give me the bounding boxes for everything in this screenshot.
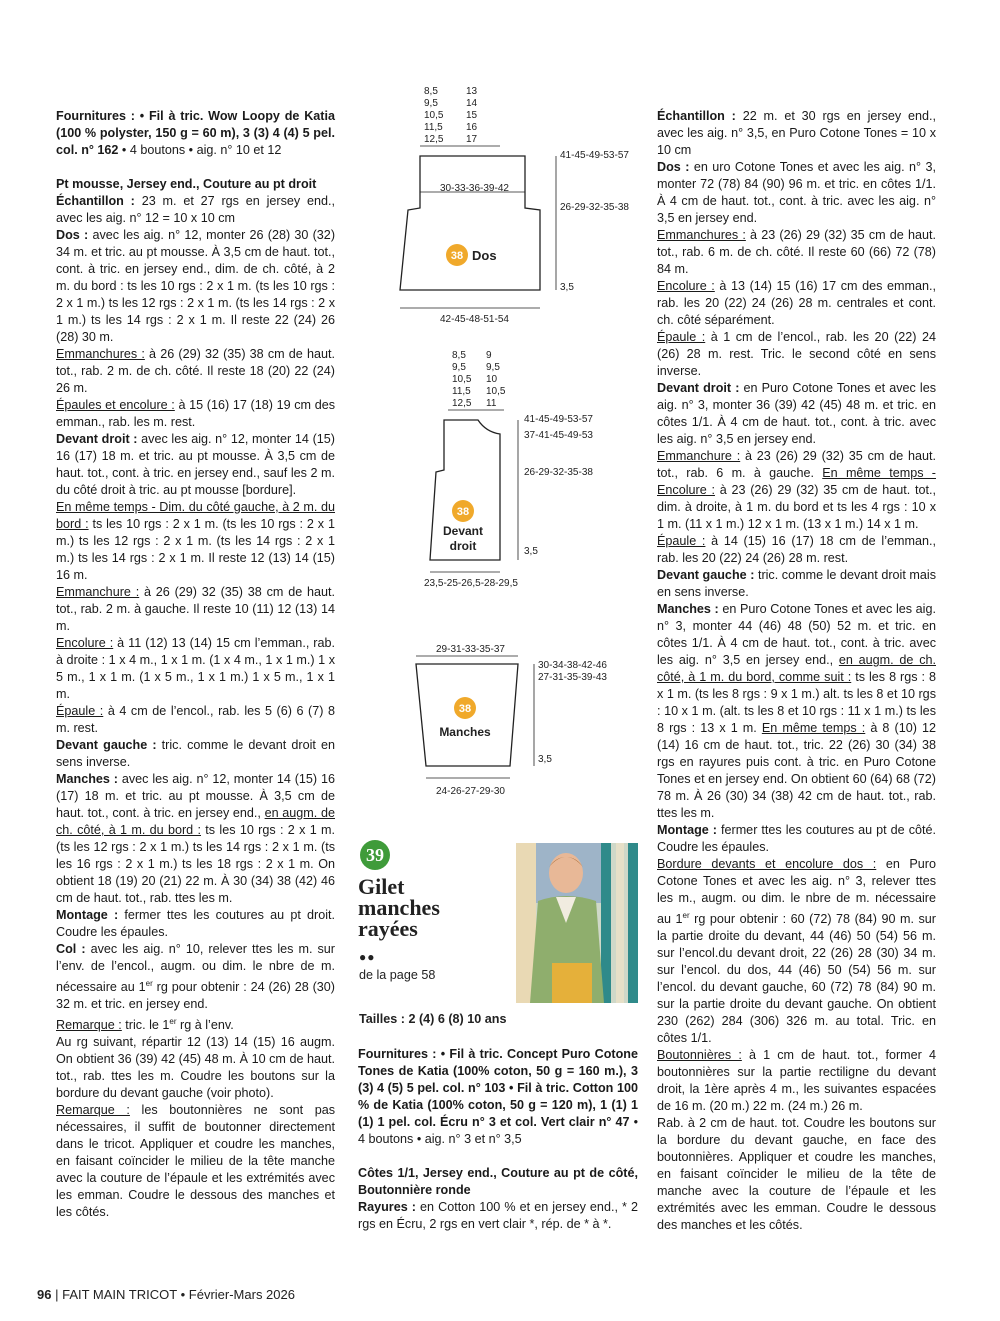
dos-outline <box>400 156 540 290</box>
from-page: de la page 58 <box>359 968 436 982</box>
devant-size-b-3: 10,5 <box>486 386 506 397</box>
dos-neck-a-4: 12,5 <box>424 134 444 145</box>
middle-text-column <box>358 1046 638 1233</box>
devant-top2: 37-41-45-49-53 <box>524 430 593 441</box>
dos-shoulder-width: 30-33-36-39-42 <box>440 183 509 194</box>
devant-size-a-3: 11,5 <box>452 386 471 397</box>
dos-label: Dos <box>472 248 497 263</box>
devant-rib: 3,5 <box>524 546 538 557</box>
devant-size-a-0: 8,5 <box>452 350 466 361</box>
manches-top: 29-31-33-35-37 <box>436 644 505 655</box>
right-paragraph-12: Boutonnières : à 1 cm de haut. tot., former 4 boutonnières sur la partie rectiligne du devant droit, la 1ère après 4 m., les suivantes espacées de 16 m. (20 m.) 22 m. (24 m.) 26 m. <box>657 1048 936 1114</box>
dos-badge-number: 38 <box>450 250 464 262</box>
right-paragraph-5: Devant droit : en Puro Cotone Tones et avec les aig. n° 3, monter 36 (39) 42 (45) 48 m. et tric. en côtes 1/1. À 4 cm de haut. tot., cont. à tric. avec les aig. n° 3,5 en jersey end. <box>657 381 937 446</box>
pattern-title <box>358 876 508 939</box>
right-paragraph-7: Épaule : à 14 (15) 16 (17) 18 cm de l’emman., rab. les 20 (22) 24 (26) 28 m. rest. <box>657 534 936 565</box>
dos-rib: 3,5 <box>560 282 574 293</box>
dos-bottom-width: 42-45-48-51-54 <box>440 314 509 325</box>
left-paragraph-12: Devant gauche : tric. comme le devant droit en sens inverse. <box>56 738 336 769</box>
dos-neck-b-2: 15 <box>466 110 478 121</box>
schematic-dos <box>390 84 630 334</box>
devant-label-2: droit <box>449 539 477 553</box>
difficulty-dots: ●● <box>359 950 376 964</box>
manches-h2: 27-31-35-39-43 <box>538 672 607 683</box>
schematic-devant-droit <box>420 348 630 593</box>
left-paragraph-16: Remarque : tric. le 1er rg à l’env. <box>56 1017 234 1033</box>
devant-size-a-1: 9,5 <box>452 362 466 373</box>
title-line-1: Gilet <box>358 874 405 899</box>
dos-body-height: 26-29-32-35-38 <box>560 202 629 213</box>
devant-bottom: 23,5-25-26,5-28-29,5 <box>424 578 518 589</box>
devant-size-b-2: 10 <box>486 374 498 385</box>
sizes-line: Tailles : 2 (4) 6 (8) 10 ans <box>359 1012 507 1026</box>
manches-label: Manches <box>439 725 491 739</box>
dos-neck-a-0: 8,5 <box>424 86 438 97</box>
child-photo <box>516 843 638 1003</box>
title-line-3: rayées <box>358 916 418 941</box>
left-paragraph-13: Manches : avec les aig. n° 12, monter 14 (15) 16 (17) 18 m. et tric. au pt mousse. À 3,5 cm de haut. tot., cont. à tric. en jersey end., en augm. de ch. côté, à 1 m. du bord : ts les 10 rgs : 2 x 1 m. (ts les 12 rgs : 2 x 1 m.) ts les 14 rgs : 2 x 1 m. (ts les 16 rgs : 2 x 1 m.) ts les 18 rgs : 2 x 1 m. On obtient 18 (19) 20 (21) 22 m. À 30 (34) 38 (42) 46 cm de haut. tot., rab. ttes les m. <box>56 772 335 905</box>
schematic-manches <box>410 638 630 808</box>
left-paragraph-7: Devant droit : avec les aig. n° 12, monter 14 (15) 16 (17) 18 m. et tric. au pt mousse. À 3,5 cm de haut. tot., cont. à tric. en jersey end., sauf les 2 m. du côté droit à tric. au pt mousse [bordure]. <box>56 432 335 497</box>
dos-neck-b-0: 13 <box>466 86 478 97</box>
dos-neck-b-4: 17 <box>466 134 478 145</box>
pattern-number-badge: 39 <box>360 840 390 870</box>
magazine-name: FAIT MAIN TRICOT <box>62 1287 177 1302</box>
right-paragraph-9: Manches : en Puro Cotone Tones et avec les aig. n° 3, monter 44 (46) 48 (50) 52 m. et tric. en côtes 1/1. À 4 cm de haut. tot., cont. à tric. avec les aig. n° 3,5 en jersey end., en augm. de ch. côté, à 1 m. du bord, comme suit : ts les 8 rgs : 8 x 1 m. (ts les 8 rgs : 9 x 1 m.) alt. ts les 8 et 10 rgs : 10 x 1 m. (alt. ts les 8 et 10 rgs : 11 x 1 m.) ts les 8 rgs : 13 x 1 m. En même temps : à 8 (10) 12 (14) 16 cm de haut. tot., tric. 22 (26) 30 (34) 38 rgs en rayures puis cont. à tric. en Puro Cotone Tones et en jersey end. On obtient 60 (64) 68 (72) 78 m. À 26 (30) 34 (38) 42 cm de haut. tot., rab. ttes les m. <box>657 602 937 820</box>
right-paragraph-11: Bordure devants et encolure dos : en Puro Cotone Tones et avec les aig. n° 3, relever ttes les m., augm. ou dim. le nbre de m. nécessaire au 1er rg pour obtenir : 60 (72) 78 (84) 90 m. sur la partie droite du devant, 44 (46) 50 (54) 56 m. sur l’encol.du devant droit, 22 (26) 28 (30) 34 m. sur l’encol. du dos, 44 (46) 50 (54) 56 m. sur l’encol. du devant gauche, 60 (72) 78 (84) 90 m. sur la partie droite du devant gauche. On obtient 230 (262) 284 (306) 326 m. au total. Tric. en côtes 1/1. <box>657 857 936 1046</box>
left-paragraph-5: Emmanchures : à 26 (29) 32 (35) 38 cm de haut. tot., rab. 2 m. de ch. côté. Il reste 18 (20) 22 (24) 26 m. <box>56 347 335 395</box>
middle-paragraph-3: Rayures : en Cotton 100 % et en jersey end., * 2 rgs en Écru, 2 rgs en vert clair *, rép. de * à *. <box>358 1200 638 1231</box>
devant-top1: 41-45-49-53-57 <box>524 414 593 425</box>
left-paragraph-15: Col : avec les aig. n° 10, relever ttes les m. sur l’env. de l’encol., augm. ou dim. le nbre de m. nécessaire au 1er rg pour obtenir : 24 (26) 28 (30) 32 m. et tric. en jersey end. <box>56 942 336 1012</box>
devant-size-a-4: 12,5 <box>452 398 472 409</box>
left-paragraph-4: Dos : avec les aig. n° 12, monter 26 (28) 30 (32) 34 m. et tric. au pt mousse. À 3,5 cm de haut. tot., cont. à tric. en jersey end., dim. de ch. côté, à 2 m. du bord : ts les 10 rgs : 2 x 1 m. (ts les 10 rgs : 2 x 1 m.) ts les 12 rgs : 2 x 1 m. (ts les 14 rgs : 2 x 1 m.) ts les 14 rgs : 2 x 1 m. Il reste 22 (24) 26 (28) 30 m. <box>56 228 336 344</box>
dos-neck-b-3: 16 <box>466 122 478 133</box>
middle-paragraph-0: Fournitures : • Fil à tric. Concept Puro Cotone Tones de Katia (100% coton, 50 g = 160 m.), 3 (3) 4 (5) 5 pel. col. n° 103 • Fil à tric. Cotton 100 % de Katia (100% coton, 50 g = 120 m), 1 (1) 1 (1) 1 pel. col. Écru n° 3 et col. Vert clair n° 47 • 4 boutons • aig. n° 3 et n° 3,5 <box>358 1047 638 1146</box>
dos-neck-sizes <box>424 86 478 145</box>
right-paragraph-2: Emmanchures : à 23 (26) 29 (32) 35 cm de haut. tot., rab. 6 m. de ch. côté. Il reste 60 (66) 72 (78) 84 m. <box>657 228 936 276</box>
devant-badge-number: 38 <box>456 506 470 518</box>
left-paragraph-10: Encolure : à 11 (12) 13 (14) 15 cm l’emman., rab. à droite : 1 x 4 m., 1 x 1 m. (1 x 4 m., 1 x 1 m.) 1 x 5 m., 1 x 1 m. (1 x 5 m., 1 x 1 m.) 1 x 5 m., 1 x 1 m. <box>56 636 335 701</box>
right-column <box>657 108 936 1234</box>
manches-badge-number: 38 <box>458 703 472 715</box>
footer-separator: | <box>55 1287 59 1302</box>
right-paragraph-13: Rab. à 2 cm de haut. tot. Coudre les boutons sur la bordure du devant gauche, en face des boutonnières. Appliquer et coudre les manches, en faisant coïncider le milieu de la tête de manche avec la couture de l’épaule et les extrémités avec les emman. Coudre le dessous des manches et les côtés. <box>657 1116 936 1233</box>
dos-neck-a-3: 11,5 <box>424 122 443 133</box>
manches-bottom: 24-26-27-29-30 <box>436 786 505 797</box>
right-paragraph-8: Devant gauche : tric. comme le devant droit mais en sens inverse. <box>657 568 936 599</box>
left-paragraph-0: Fournitures : • Fil à tric. Wow Loopy de Katia (100 % polyster, 150 g = 60 m), 3 (3) 4 (4) 5 pel. col. n° 162 • 4 boutons • aig. n° 10 et 12 <box>56 109 335 157</box>
devant-body: 26-29-32-35-38 <box>524 467 593 478</box>
left-paragraph-2: Pt mousse, Jersey end., Couture au pt droit <box>56 177 317 191</box>
page-number: 96 <box>37 1287 52 1302</box>
right-paragraph-4: Épaule : à 1 cm de l’encol., rab. les 20 (22) 24 (26) 28 m. rest. Tric. le second côté en sens inverse. <box>657 330 936 378</box>
right-paragraph-3: Encolure : à 13 (14) 15 (16) 17 cm des emman., rab. les 20 (22) 24 (26) 28 m. centrales et cont. ch. côté séparément. <box>657 279 936 327</box>
middle-paragraph-1 <box>358 1148 638 1165</box>
right-paragraph-0: Échantillon : 22 m. et 30 rgs en jersey end., avec les aig. n° 3,5, en Puro Cotone Tones = 10 x 10 cm <box>657 109 937 157</box>
left-paragraph-17: Au rg suivant, répartir 12 (13) 14 (15) 16 augm. On obtient 36 (39) 42 (45) 48 m. À 10 cm de haut. tot., rab. ttes les m. Coudre les boutons sur la bordure du devant gauche (voir photo). <box>56 1035 335 1101</box>
dos-armhole: 41-45-49-53-57 <box>560 150 629 161</box>
left-paragraph-1 <box>56 159 335 176</box>
devant-size-b-4: 11 <box>486 398 497 409</box>
devant-size-b-1: 9,5 <box>486 362 500 373</box>
left-column <box>56 108 335 1221</box>
devant-size-a-2: 10,5 <box>452 374 472 385</box>
left-paragraph-14: Montage : fermer ttes les coutures au pt droit. Coudre les épaules. <box>56 908 336 939</box>
devant-label-1: Devant <box>442 524 484 538</box>
dos-neck-a-2: 10,5 <box>424 110 444 121</box>
middle-paragraph-2: Côtes 1/1, Jersey end., Couture au pt de côté, Boutonnière ronde <box>358 1166 638 1197</box>
manches-rib: 3,5 <box>538 754 552 765</box>
left-paragraph-8: En même temps - Dim. du côté gauche, à 2 m. du bord : ts les 10 rgs : 2 x 1 m. (ts les 10 rgs : 2 x 1 m.) ts les 12 rgs : 2 x 1 m. (ts les 14 rgs : 2 x 1 m.) ts les 14 rgs : 2 x 1 m. Il reste 12 (13) 14 (15) 16 m. <box>56 500 335 582</box>
right-paragraph-1: Dos : en uro Cotone Tones et avec les aig. n° 3, monter 72 (78) 84 (90) 96 m. et tric. en côtes 1/1. À 4 cm de haut. tot., cont. à tric. avec les aig. n° 3,5 en jersey end. <box>657 160 936 225</box>
left-paragraph-9: Emmanchure : à 26 (29) 32 (35) 38 cm de haut. tot., rab. 2 m. à gauche. Il reste 10 (11) 12 (13) 14 m. <box>56 585 336 633</box>
right-paragraph-6: Emmanchure : à 23 (26) 29 (32) 35 cm de haut. tot., rab. 6 m. à gauche. En même temps - Encolure : à 23 (26) 29 (32) 35 cm de haut. tot., dim. à droite, à 1 m. du bord et ts les 4 rgs : 10 x 1 m. (11 x 1 m.) 12 x 1 m. (13 x 1 m.) 14 x 1 m. <box>657 449 937 531</box>
left-paragraph-3: Échantillon : 23 m. et 27 rgs en jersey end., avec les aig. n° 12 = 10 x 10 cm <box>56 194 336 225</box>
dos-neck-b-1: 14 <box>466 98 478 109</box>
devant-size-b-0: 9 <box>486 350 492 361</box>
left-paragraph-18: Remarque : les boutonnières ne sont pas nécessaires, il suffit de boutonner directement dans le tricot. Appliquer et coudre les manches, en faisant coïncider le milieu de la tête manche avec la couture de l’épaule et les extrémités avec les emman. Coudre le dessous des manches et les côtés. <box>56 1103 335 1220</box>
dos-neck-a-1: 9,5 <box>424 98 438 109</box>
title-line-2: manches <box>358 895 440 920</box>
page-footer <box>37 1287 295 1302</box>
manches-h1: 30-34-38-42-46 <box>538 660 607 671</box>
left-paragraph-11: Épaule : à 4 cm de l’encol., rab. les 5 (6) 6 (7) 8 m. rest. <box>56 704 335 735</box>
left-paragraph-6: Épaules et encolure : à 15 (16) 17 (18) 19 cm des emman., rab. les m. rest. <box>56 398 336 429</box>
issue-date: Février-Mars 2026 <box>188 1287 295 1302</box>
right-paragraph-10: Montage : fermer ttes les coutures au pt de côté. Coudre les épaules. <box>657 823 936 854</box>
footer-bullet: • <box>180 1287 186 1302</box>
